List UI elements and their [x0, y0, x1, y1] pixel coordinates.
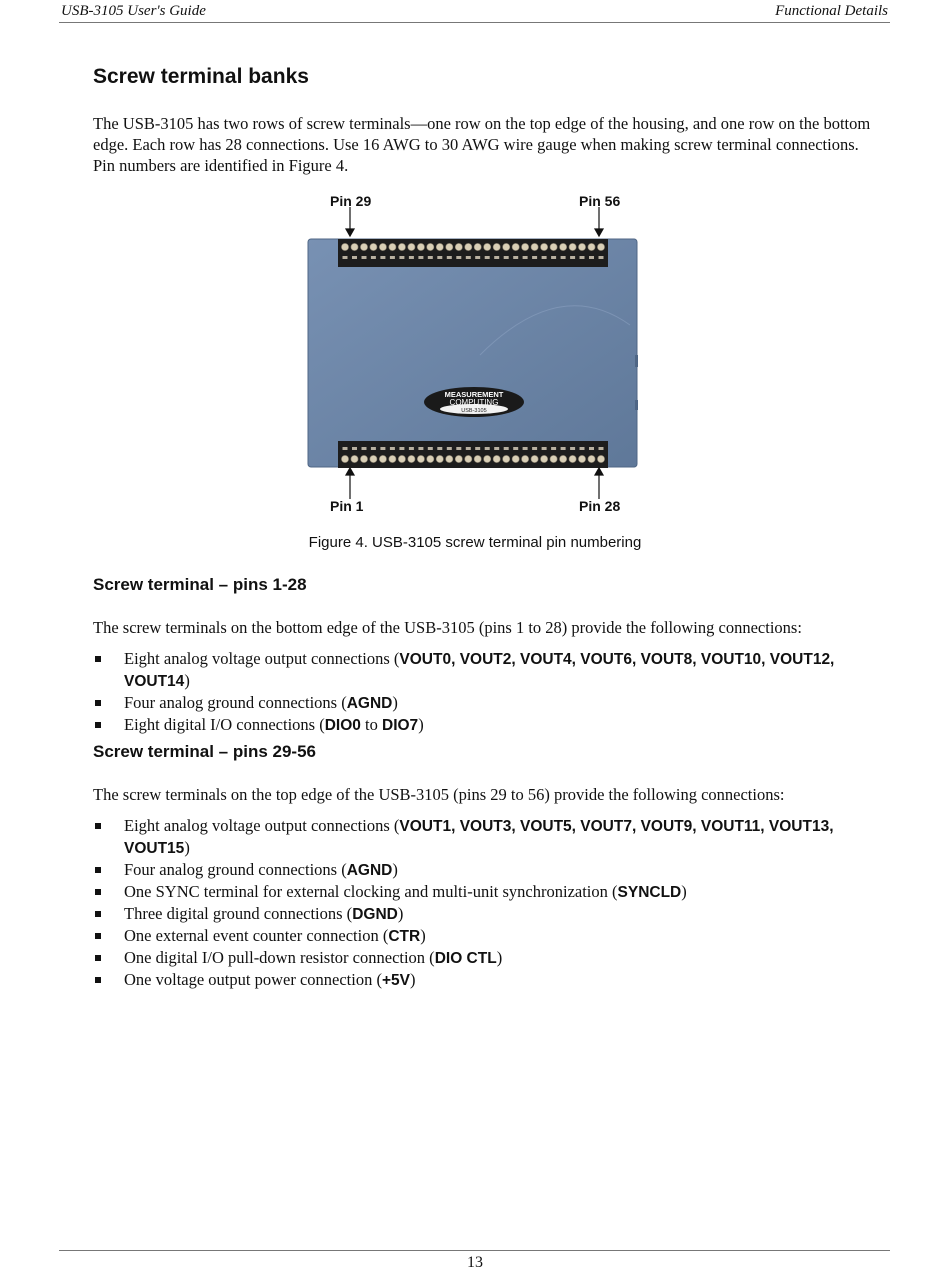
- screw-terminal: [408, 243, 415, 250]
- screw-terminal: [427, 455, 434, 462]
- screw-terminal: [474, 243, 481, 250]
- measurement-computing-logo: [424, 387, 524, 417]
- screw-terminal: [370, 455, 377, 462]
- terminal-clamp: [551, 447, 556, 450]
- terminal-clamp: [399, 447, 404, 450]
- pins-1-28-intro: The screw terminals on the bottom edge of the USB-3105 (pins 1 to 28) provide the following connections:: [93, 618, 802, 637]
- screw-terminal: [408, 455, 415, 462]
- screw-terminal: [465, 243, 472, 250]
- heading-pins-29-56: Screw terminal – pins 29-56: [93, 742, 316, 761]
- bullet-icon: [95, 911, 101, 917]
- terminal-clamp: [504, 256, 509, 259]
- terminal-clamp: [513, 447, 518, 450]
- terminal-clamp: [494, 256, 499, 259]
- heading-pins-1-28: Screw terminal – pins 1-28: [93, 575, 307, 594]
- terminal-clamp: [428, 447, 433, 450]
- screw-terminal: [379, 243, 386, 250]
- screw-terminal: [522, 243, 529, 250]
- screw-terminal: [398, 243, 405, 250]
- terminal-clamp: [599, 447, 604, 450]
- list-item: Four analog ground connections (AGND): [93, 859, 883, 881]
- bullet-icon: [95, 889, 101, 895]
- screw-terminal: [370, 243, 377, 250]
- terminal-clamp: [352, 447, 357, 450]
- screw-terminal: [569, 243, 576, 250]
- terminal-clamp: [409, 447, 414, 450]
- screw-terminal: [398, 455, 405, 462]
- running-header-section: Functional Details: [775, 3, 888, 19]
- screw-terminal: [578, 455, 585, 462]
- screw-terminal: [588, 243, 595, 250]
- device-housing: [308, 239, 637, 467]
- terminal-clamp: [532, 447, 537, 450]
- terminal-clamp: [380, 256, 385, 259]
- terminal-clamp: [561, 256, 566, 259]
- intro-paragraph: The USB-3105 has two rows of screw terminals—one row on the top edge of the housing, and one row on the bottom edge. Each row has 28 connections. Use 16 AWG to 30 AWG wire gauge when making screw terminal connections. Pin numbers are identified in Figure 4.: [93, 114, 871, 175]
- list-item: One digital I/O pull-down resistor connection (DIO CTL): [93, 947, 883, 969]
- terminal-clamp: [409, 256, 414, 259]
- screw-terminal: [379, 455, 386, 462]
- screw-terminal: [531, 243, 538, 250]
- screw-terminal: [503, 455, 510, 462]
- section-title: Screw terminal banks: [93, 65, 309, 88]
- screw-terminal: [484, 455, 491, 462]
- footer-rule: [59, 1250, 890, 1251]
- terminal-clamp: [447, 256, 452, 259]
- screw-terminal: [389, 243, 396, 250]
- terminal-clamp: [513, 256, 518, 259]
- screw-terminal: [550, 243, 557, 250]
- bullet-icon: [95, 933, 101, 939]
- list-item: One SYNC terminal for external clocking and multi-unit synchronization (SYNCLD): [93, 881, 883, 903]
- terminal-clamp: [418, 256, 423, 259]
- terminal-clamp: [437, 256, 442, 259]
- bottom-terminal-block: [338, 441, 608, 468]
- list-item: Four analog ground connections (AGND): [93, 692, 883, 714]
- header-rule: [59, 22, 890, 23]
- terminal-clamp: [371, 447, 376, 450]
- screw-terminal: [427, 243, 434, 250]
- screw-terminal: [341, 243, 348, 250]
- screw-terminal: [512, 455, 519, 462]
- screw-terminal: [560, 455, 567, 462]
- terminal-clamp: [532, 256, 537, 259]
- terminal-clamp: [343, 256, 348, 259]
- screw-terminal: [597, 455, 604, 462]
- terminal-clamp: [418, 447, 423, 450]
- screw-terminal: [455, 455, 462, 462]
- terminal-clamp: [570, 447, 575, 450]
- list-item: Eight analog voltage output connections (VOUT0, VOUT2, VOUT4, VOUT6, VOUT8, VOUT10, VOUT12, VOUT14): [93, 648, 883, 692]
- terminal-clamp: [380, 447, 385, 450]
- bullet-icon: [95, 700, 101, 706]
- screw-terminal: [360, 243, 367, 250]
- terminal-clamp: [456, 256, 461, 259]
- screw-terminal: [417, 455, 424, 462]
- terminal-clamp: [485, 447, 490, 450]
- terminal-clamp: [504, 447, 509, 450]
- screw-terminal: [465, 455, 472, 462]
- svg-text:USB-3105: USB-3105: [461, 408, 487, 414]
- screw-terminal: [493, 455, 500, 462]
- terminal-clamp: [466, 447, 471, 450]
- screw-terminal: [389, 455, 396, 462]
- terminal-clamp: [466, 256, 471, 259]
- screw-terminal: [484, 243, 491, 250]
- screw-terminal: [436, 243, 443, 250]
- terminal-clamp: [570, 256, 575, 259]
- pins-1-28-list: [93, 648, 883, 736]
- top-terminal-block: [338, 239, 608, 267]
- list-item: Eight digital I/O connections (DIO0 to DIO7): [93, 714, 883, 736]
- bullet-icon: [95, 977, 101, 983]
- screw-terminal: [503, 243, 510, 250]
- screw-terminal: [455, 243, 462, 250]
- bullet-icon: [95, 867, 101, 873]
- terminal-clamp: [580, 256, 585, 259]
- list-item: Eight analog voltage output connections (VOUT1, VOUT3, VOUT5, VOUT7, VOUT9, VOUT11, VOUT13, VOUT15): [93, 815, 883, 859]
- screw-terminal: [541, 455, 548, 462]
- usb-3105-device-figure: [300, 205, 650, 500]
- screw-terminal: [512, 243, 519, 250]
- terminal-clamp: [362, 256, 367, 259]
- terminal-clamp: [456, 447, 461, 450]
- terminal-clamp: [399, 256, 404, 259]
- terminal-clamp: [589, 256, 594, 259]
- screw-terminal: [360, 455, 367, 462]
- terminal-clamp: [589, 447, 594, 450]
- screw-terminal: [436, 455, 443, 462]
- terminal-clamp: [475, 447, 480, 450]
- screw-terminal: [560, 243, 567, 250]
- figure-caption: Figure 4. USB-3105 screw terminal pin numbering: [308, 534, 642, 551]
- screw-terminal: [474, 455, 481, 462]
- terminal-clamp: [447, 447, 452, 450]
- terminal-clamp: [475, 256, 480, 259]
- screw-terminal: [493, 243, 500, 250]
- list-item: Three digital ground connections (DGND): [93, 903, 883, 925]
- screw-terminal: [522, 455, 529, 462]
- terminal-clamp: [362, 447, 367, 450]
- pin-label-1: Pin 1: [330, 498, 364, 514]
- pin-label-28: Pin 28: [579, 498, 621, 514]
- svg-text:COMPUTING: COMPUTING: [449, 398, 499, 407]
- terminal-clamp: [494, 447, 499, 450]
- list-item: One voltage output power connection (+5V): [93, 969, 883, 991]
- screw-terminal: [588, 455, 595, 462]
- screw-terminal: [531, 455, 538, 462]
- running-header-title: USB-3105 User's Guide: [61, 3, 206, 19]
- screw-terminal: [341, 455, 348, 462]
- terminal-clamp: [428, 256, 433, 259]
- list-item: One external event counter connection (CTR): [93, 925, 883, 947]
- screw-terminal: [597, 243, 604, 250]
- screw-terminal: [351, 243, 358, 250]
- page-number: 13: [467, 1254, 483, 1271]
- bullet-icon: [95, 823, 101, 829]
- bullet-icon: [95, 722, 101, 728]
- terminal-clamp: [437, 447, 442, 450]
- pins-29-56-list: [93, 815, 883, 991]
- pins-29-56-intro: The screw terminals on the top edge of the USB-3105 (pins 29 to 56) provide the following connections:: [93, 785, 785, 804]
- terminal-clamp: [371, 256, 376, 259]
- screw-terminal: [550, 455, 557, 462]
- terminal-clamp: [580, 447, 585, 450]
- terminal-clamp: [485, 256, 490, 259]
- terminal-clamp: [542, 256, 547, 259]
- terminal-clamp: [542, 447, 547, 450]
- terminal-clamp: [352, 256, 357, 259]
- screw-terminal: [417, 243, 424, 250]
- screw-terminal: [351, 455, 358, 462]
- screw-terminal: [541, 243, 548, 250]
- terminal-clamp: [523, 447, 528, 450]
- terminal-clamp: [343, 447, 348, 450]
- screw-terminal: [578, 243, 585, 250]
- terminal-clamp: [551, 256, 556, 259]
- screw-terminal: [446, 243, 453, 250]
- terminal-clamp: [523, 256, 528, 259]
- svg-text:MEASUREMENT: MEASUREMENT: [444, 390, 504, 399]
- bullet-icon: [95, 656, 101, 662]
- terminal-clamp: [390, 256, 395, 259]
- screw-terminal: [446, 455, 453, 462]
- pin-label-56: Pin 56: [579, 193, 621, 209]
- bullet-icon: [95, 955, 101, 961]
- screw-terminal: [569, 455, 576, 462]
- terminal-clamp: [561, 447, 566, 450]
- terminal-clamp: [599, 256, 604, 259]
- pin-label-29: Pin 29: [330, 193, 372, 209]
- terminal-clamp: [390, 447, 395, 450]
